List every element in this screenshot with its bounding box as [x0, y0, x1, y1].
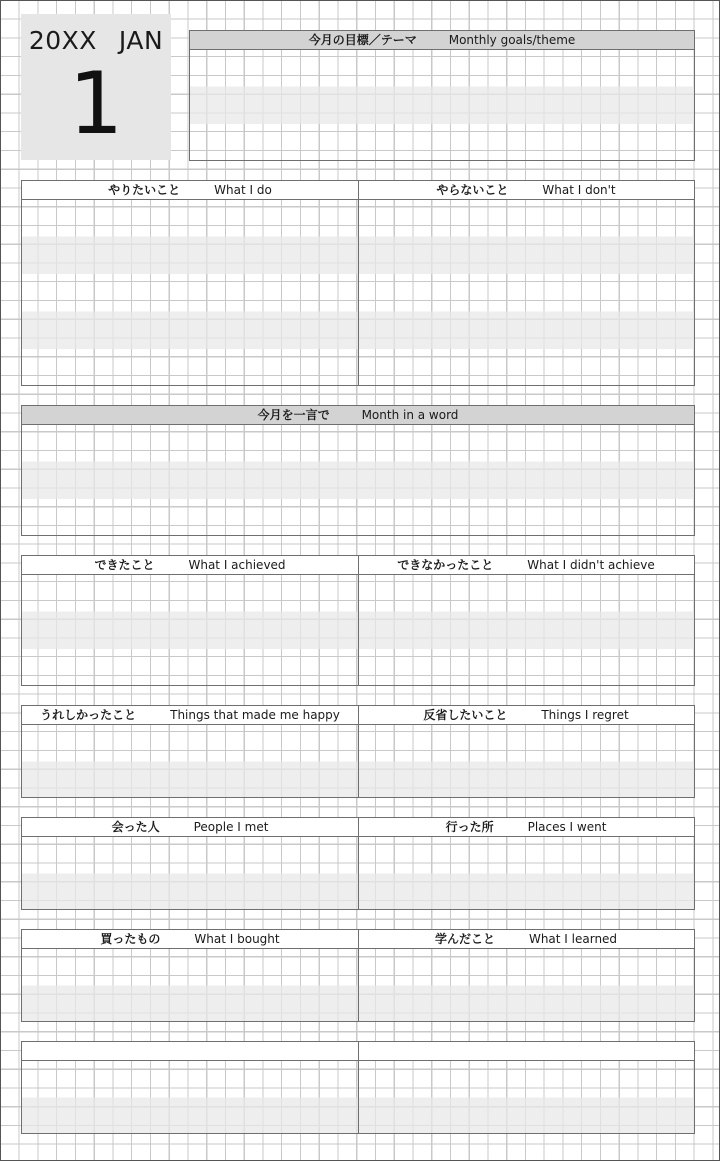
happy-header	[22, 706, 358, 724]
blank-section-divider	[358, 1042, 359, 1133]
learned-label-en: What I learned	[528, 932, 618, 946]
monthly-goals-label-jp: 今月の目標／テーマ	[308, 33, 417, 47]
month-in-a-word-writing-area[interactable]	[22, 424, 694, 535]
bought-learned-divider	[358, 930, 359, 1021]
do-label-jp: やりたいこと	[108, 183, 181, 197]
month-word-label-en: Month in a word	[361, 408, 459, 422]
dont-label-en: What I don't	[542, 183, 616, 197]
not-achieved-label-jp: できなかったこと	[397, 558, 494, 572]
happy-regret-box	[21, 705, 695, 798]
monthly-goals-writing-area[interactable]	[190, 49, 694, 160]
month-in-a-word-header	[22, 406, 694, 425]
learned-label-jp: 学んだこと	[434, 932, 495, 946]
happy-regret-divider	[358, 706, 359, 797]
people-header	[22, 818, 358, 836]
do-dont-divider	[358, 181, 359, 385]
places-header	[358, 818, 694, 836]
dont-label-jp: やらないこと	[436, 183, 509, 197]
happy-label-en: Things that made me happy	[170, 708, 340, 722]
achieved-divider	[358, 556, 359, 685]
achieved-box	[21, 555, 695, 686]
bought-learned-box	[21, 929, 695, 1022]
date-day: 1	[68, 54, 124, 154]
people-label-en: People I met	[193, 820, 269, 834]
regret-header	[358, 706, 694, 724]
date-year: 20XX	[28, 26, 97, 55]
dont-header	[358, 181, 694, 199]
people-places-box	[21, 817, 695, 910]
bought-label-en: What I bought	[194, 932, 280, 946]
blank-section-box	[21, 1041, 695, 1134]
happy-label-jp: うれしかったこと	[40, 708, 137, 722]
do-label-en: What I do	[214, 183, 272, 197]
date-box	[21, 14, 171, 160]
monthly-goals-label-en: Monthly goals/theme	[448, 33, 576, 47]
monthly-goals-header	[190, 31, 694, 50]
not-achieved-header	[358, 556, 694, 574]
date-month: JAN	[118, 26, 164, 55]
monthly-goals-box[interactable]	[189, 30, 695, 161]
date-year-month	[21, 26, 171, 55]
places-label-jp: 行った所	[445, 820, 494, 834]
regret-label-jp: 反省したいこと	[423, 708, 508, 722]
achieved-header	[22, 556, 358, 574]
regret-label-en: Things I regret	[541, 708, 629, 722]
achieved-label-jp: できたこと	[94, 558, 155, 572]
bought-header	[22, 930, 358, 948]
people-places-divider	[358, 818, 359, 909]
month-word-label-jp: 今月を一言で	[257, 408, 330, 422]
do-dont-box	[21, 180, 695, 386]
bought-label-jp: 買ったもの	[100, 932, 161, 946]
not-achieved-label-en: What I didn't achieve	[527, 558, 655, 572]
places-label-en: Places I went	[527, 820, 607, 834]
learned-header	[358, 930, 694, 948]
month-in-a-word-box[interactable]	[21, 405, 695, 536]
achieved-label-en: What I achieved	[188, 558, 286, 572]
do-header	[22, 181, 358, 199]
people-label-jp: 会った人	[111, 820, 160, 834]
